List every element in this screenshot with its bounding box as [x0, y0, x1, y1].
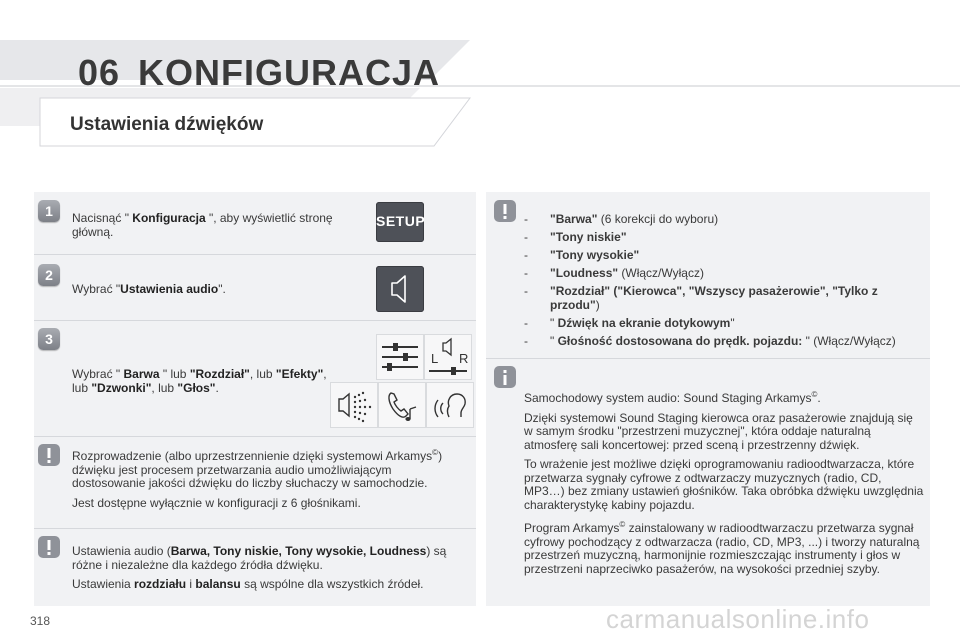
dash: -	[524, 248, 528, 262]
dash: -	[524, 316, 528, 330]
chapter-title: KONFIGURACJA	[138, 52, 441, 93]
step-2-text: Wybrać "Ustawienia audio".	[72, 282, 226, 296]
chapter-number: 06	[78, 52, 121, 93]
list-item: - " Głośność dostosowana do prędk. pojazdu: " (Włącz/Wyłącz)	[524, 334, 896, 348]
exclamation-icon	[38, 536, 60, 558]
note-paragraph: Rozprowadzenie (albo uprzestrzennienie dzięki systemowi Arkamys©) dźwięku jest procesem przetwarzania audio umożliwiającym dostosowanie jakości dźwięku do liczby słuchaczy w samochodzie.	[72, 448, 443, 490]
note-paragraph: Jest dostępne wyłącznie w konfiguracji z 6 głośnikami.	[72, 495, 361, 510]
spatial-sound-icon	[331, 383, 377, 427]
divider	[34, 320, 476, 321]
audio-settings-button[interactable]	[376, 266, 424, 312]
list-item: - "Rozdział" ("Kierowca", "Wszyscy pasażerowie", "Tylko z przodu")	[524, 284, 878, 312]
step-number-badge: 3	[38, 328, 60, 350]
dash: -	[524, 266, 528, 280]
note-paragraph: Program Arkamys© zainstalowany w radioodtwarzaczu przetwarza sygnał cyfrowy pochodzący z odtwarzacza (radio, CD, MP3, ...) i tworzy naturalną przestrzeń muzyczną, harmonijnie rozmieszczając instrumenty i głos w przestrzeni naprzeciwko pasażerów, na wysokości przedniej szyby.	[524, 520, 920, 576]
balance-left-label: L	[431, 351, 439, 366]
exclamation-icon	[38, 444, 60, 466]
list-item: - "Barwa" (6 korekcji do wyboru)	[524, 212, 719, 226]
list-item: - " Dźwięk na ekranie dotykowym"	[524, 316, 735, 330]
list-item: - "Tony wysokie"	[524, 248, 640, 262]
note-audio-settings	[72, 545, 468, 598]
step-1-text: Nacisnąć " Konfiguracja ", aby wyświetlić stronę główną.	[72, 211, 333, 239]
balance-button[interactable]	[424, 334, 472, 380]
dash: -	[524, 230, 528, 244]
voice-icon	[427, 383, 473, 427]
audio-options-list	[524, 212, 926, 352]
phone-music-icon	[379, 383, 425, 427]
voice-button[interactable]	[426, 382, 474, 428]
divider	[486, 358, 930, 359]
divider	[34, 254, 476, 255]
divider	[34, 436, 476, 437]
note-distribution	[72, 446, 460, 516]
effects-button[interactable]	[330, 382, 378, 428]
section-title: Ustawienia dźwięków	[70, 114, 264, 135]
divider	[34, 528, 476, 529]
dash: -	[524, 212, 528, 226]
ringtones-button[interactable]	[378, 382, 426, 428]
balance-right-label: R	[459, 351, 469, 366]
equalizer-icon	[377, 335, 423, 379]
note-paragraph: Ustawienia audio (Barwa, Tony niskie, Tony wysokie, Loudness) są różne i niezależne dla każdego źródła dźwięku.	[72, 544, 447, 572]
list-item: - "Loudness" (Włącz/Wyłącz)	[524, 266, 704, 280]
note-paragraph: Dzięki systemowi Sound Staging kierowca oraz pasażerowie znajdują się w samym środku "przestrzeni muzycznej", która oddaje naturalną atmosferę sali koncertowej: przed sceną i przestrzenny dźwięk.	[524, 410, 913, 452]
page-number: 318	[30, 614, 51, 628]
dash: -	[524, 284, 528, 298]
step-number-badge: 1	[38, 200, 60, 222]
setup-button[interactable]: SETUP	[376, 202, 424, 242]
note-paragraph: Ustawienia rozdziału i balansu są wspólne dla wszystkich źródeł.	[72, 577, 424, 591]
tone-button[interactable]	[376, 334, 424, 380]
note-paragraph: To wrażenie jest możliwe dzięki oprogramowaniu radioodtwarzacza, które przetwarza sygnały cyfrowe z odtwarzaczy muzycznych (radio, CD, MP3…) bez zmiany ustawień głośników. Taka obróbka dźwięku uwzględnia charakterystykę kabiny pojazdu.	[524, 457, 924, 512]
speaker-icon	[376, 266, 424, 312]
info-icon	[494, 366, 516, 388]
list-item: - "Tony niskie"	[524, 230, 627, 244]
exclamation-icon	[494, 200, 516, 222]
note-paragraph: Samochodowy system audio: Sound Staging Arkamys©.	[524, 390, 821, 405]
balance-icon	[425, 335, 471, 379]
step-3-text: Wybrać " Barwa " lub "Rozdział", lub "Efekty", lub "Dzwonki", lub "Głos".	[72, 367, 327, 395]
step-number-badge: 2	[38, 264, 60, 286]
watermark: carmanualsonline.info	[606, 604, 870, 634]
info-note-arkamys	[524, 388, 924, 582]
dash: -	[524, 334, 528, 348]
